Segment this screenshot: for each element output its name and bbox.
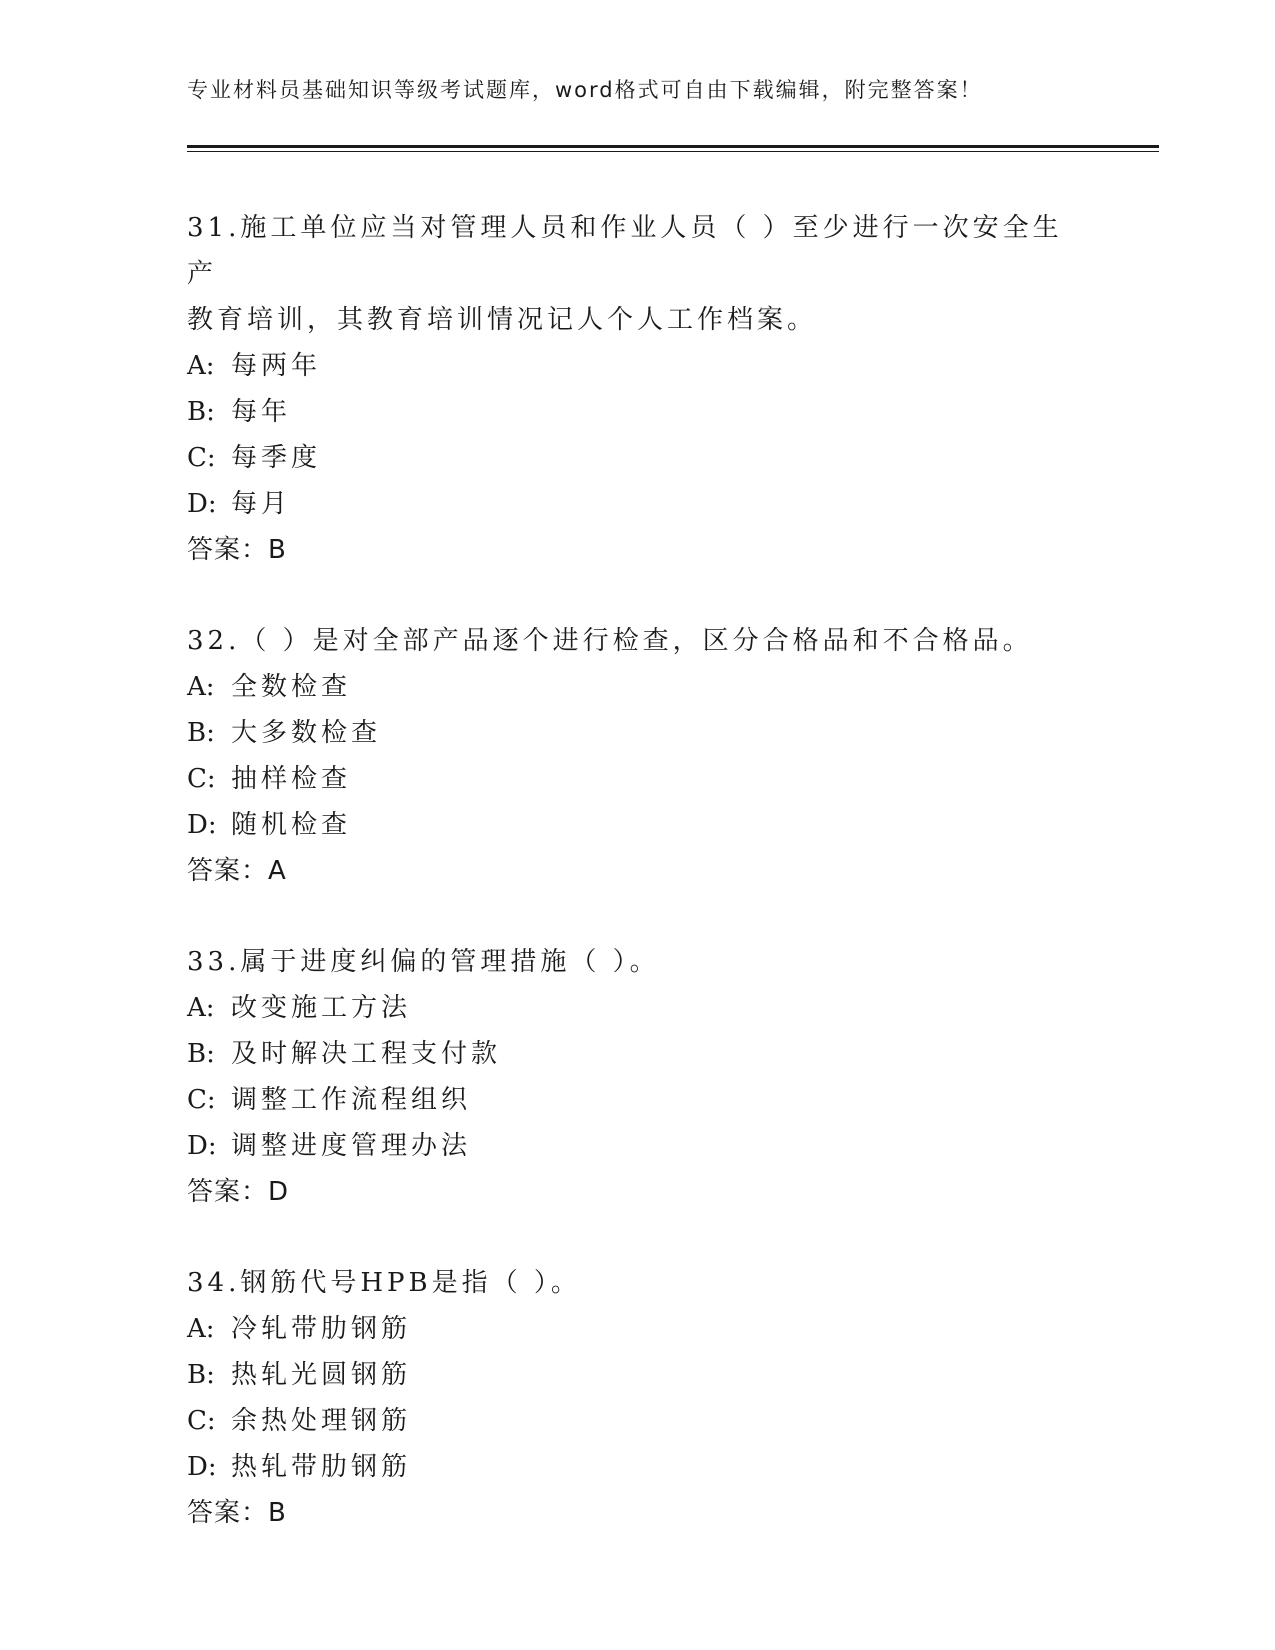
option-c — [187, 1077, 1087, 1123]
option-b — [187, 710, 1087, 756]
option-label: C: — [187, 1085, 216, 1115]
option-label: C: — [187, 764, 216, 794]
question-stem — [187, 939, 1087, 985]
option-d — [187, 481, 1087, 527]
question-list — [187, 205, 1087, 1581]
header-divider-thin — [187, 151, 1159, 152]
option-text: 调整工作流程组织 — [231, 1085, 472, 1115]
option-label: D: — [187, 1452, 217, 1482]
option-text: 余热处理钢筋 — [231, 1406, 412, 1436]
option-label: D: — [187, 810, 217, 840]
option-d — [187, 1123, 1087, 1169]
option-a — [187, 1306, 1087, 1352]
option-text: 热轧带肋钢筋 — [231, 1452, 412, 1482]
answer: 答案：B — [187, 1498, 287, 1528]
option-c — [187, 1398, 1087, 1444]
question-32 — [187, 618, 1087, 894]
option-text: 及时解决工程支付款 — [231, 1039, 502, 1069]
answer: 答案：D — [187, 1177, 290, 1207]
question-34 — [187, 1260, 1087, 1536]
question-number: 31. — [187, 213, 241, 243]
option-d — [187, 1444, 1087, 1490]
option-label: A: — [187, 351, 215, 381]
option-b — [187, 1031, 1087, 1077]
option-text: 每月 — [231, 489, 292, 519]
option-label: B: — [187, 397, 215, 427]
option-b — [187, 1352, 1087, 1398]
option-c — [187, 435, 1087, 481]
option-c — [187, 756, 1087, 802]
question-33 — [187, 939, 1087, 1215]
option-text: 改变施工方法 — [231, 993, 412, 1023]
page-header: 专业材料员基础知识等级考试题库，word格式可自由下载编辑，附完整答案！ — [187, 78, 983, 102]
question-stem — [187, 205, 1087, 297]
answer: 答案：A — [187, 856, 287, 886]
question-stem-line1: 施工单位应当对管理人员和作业人员（ ）至少进行一次安全生产 — [187, 213, 1063, 289]
question-number: 33. — [187, 947, 241, 977]
answer: 答案：B — [187, 535, 287, 565]
option-label: A: — [187, 1314, 215, 1344]
option-label: A: — [187, 672, 215, 702]
question-31 — [187, 205, 1087, 573]
option-label: A: — [187, 993, 215, 1023]
option-text: 热轧光圆钢筋 — [231, 1360, 412, 1390]
option-label: B: — [187, 1039, 215, 1069]
option-a — [187, 343, 1087, 389]
option-a — [187, 664, 1087, 710]
question-stem-line1: 钢筋代号HPB是指（ ）。 — [240, 1268, 581, 1298]
option-label: B: — [187, 1360, 215, 1390]
question-stem — [187, 618, 1087, 664]
option-label: C: — [187, 443, 216, 473]
option-text: 每两年 — [231, 351, 322, 381]
option-a — [187, 985, 1087, 1031]
question-stem-line1: （ ）是对全部产品逐个进行检查，区分合格品和不合格品。 — [240, 626, 1033, 656]
option-text: 抽样检查 — [231, 764, 352, 794]
question-number: 34. — [187, 1268, 241, 1298]
option-text: 冷轧带肋钢筋 — [231, 1314, 412, 1344]
option-text: 每年 — [231, 397, 292, 427]
question-stem — [187, 1260, 1087, 1306]
question-stem-line2: 教育培训，其教育培训情况记人个人工作档案。 — [187, 305, 818, 335]
option-text: 大多数检查 — [231, 718, 382, 748]
option-label: C: — [187, 1406, 216, 1436]
option-label: D: — [187, 489, 217, 519]
question-number: 32. — [187, 626, 241, 656]
option-text: 全数检查 — [231, 672, 352, 702]
question-stem-line1: 属于进度纠偏的管理措施（ ）。 — [240, 947, 660, 977]
option-b — [187, 389, 1087, 435]
option-text: 调整进度管理办法 — [231, 1131, 472, 1161]
option-text: 随机检查 — [231, 810, 352, 840]
option-label: D: — [187, 1131, 217, 1161]
option-text: 每季度 — [231, 443, 322, 473]
header-divider-thick — [187, 145, 1159, 148]
option-label: B: — [187, 718, 215, 748]
option-d — [187, 802, 1087, 848]
